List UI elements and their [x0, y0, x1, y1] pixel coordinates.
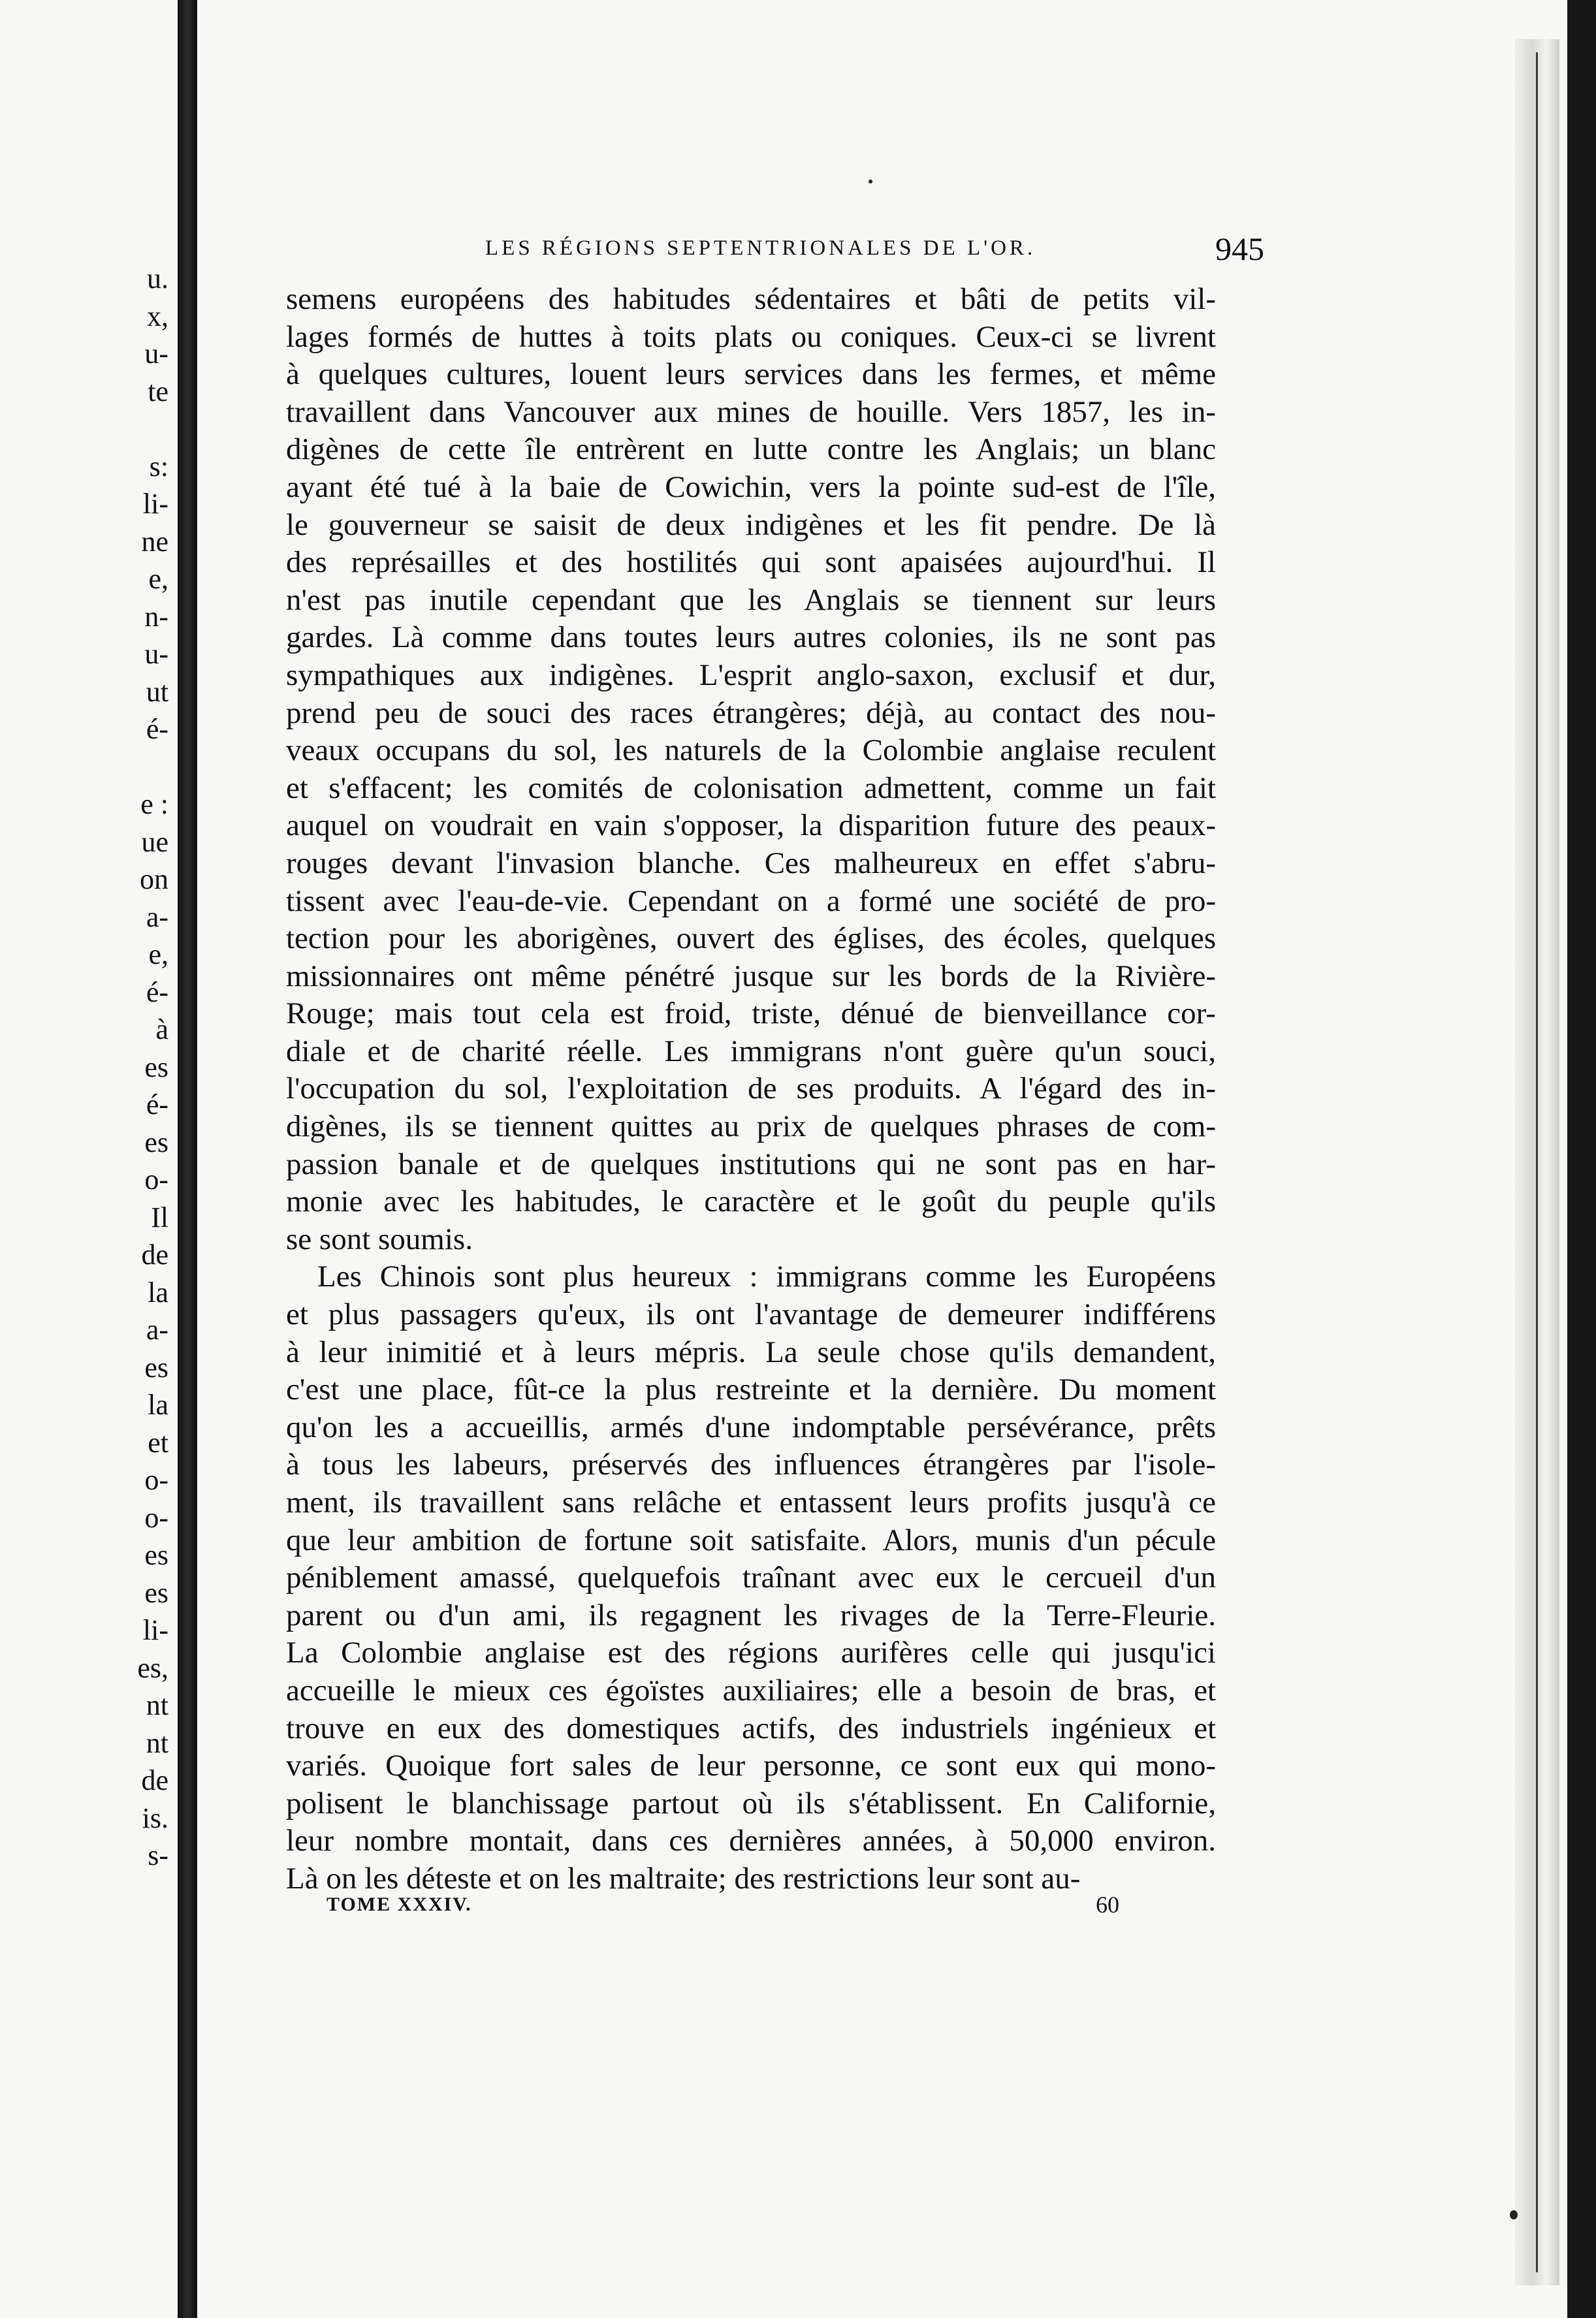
left-page-text-fragments: [137, 260, 168, 1875]
text-line: qu'on les a accueillis, armés d'une indomptable persévérance, prêts: [286, 1410, 1216, 1444]
left-fragment: ut: [146, 675, 168, 708]
text-line: passion banale et de quelques institutions qui ne sont pas en har-: [286, 1147, 1216, 1181]
running-title: LES RÉGIONS SEPTENTRIONALES DE L'OR.: [485, 236, 1036, 260]
text-line: parent ou d'un ami, ils regagnent les rivages de la Terre-Fleurie.: [286, 1598, 1216, 1632]
ink-speck: [869, 180, 872, 183]
left-fragment: u-: [144, 638, 168, 670]
left-fragment: li-: [142, 488, 168, 520]
text-line: leur nombre montait, dans ces dernières années, à 50,000 environ.: [286, 1824, 1216, 1858]
text-line: ayant été tué à la baie de Cowichin, vers la pointe sud-est de l'île,: [286, 469, 1216, 504]
text-line: diale et de charité réelle. Les immigrans n'ont guère qu'un souci,: [286, 1034, 1216, 1068]
text-line: variés. Quoique fort sales de leur personne, ce sont eux qui mono-: [286, 1749, 1216, 1783]
text-line: Les Chinois sont plus heureux : immigrans comme les Européens: [317, 1260, 1216, 1294]
left-fragment: et: [148, 1426, 168, 1459]
left-fragment: is.: [142, 1802, 168, 1834]
text-line: tection pour les aborigènes, ouvert des églises, des écoles, quelques: [286, 921, 1216, 956]
left-fragment: es: [144, 1051, 168, 1083]
left-fragment: o-: [144, 1164, 168, 1196]
left-fragment: a-: [146, 900, 168, 933]
left-fragment: u-: [144, 338, 168, 370]
text-line: veaux occupans du sol, les naturels de la Colombie anglaise reculent: [286, 733, 1216, 768]
page-number: 945: [1215, 230, 1264, 267]
left-fragment: é-: [146, 713, 168, 745]
left-fragment: la: [148, 1276, 168, 1309]
text-line: sympathiques aux indigènes. L'esprit anglo-saxon, exclusif et dur,: [286, 658, 1216, 692]
left-fragment: on: [140, 863, 168, 895]
paragraph: [286, 281, 1216, 1258]
left-fragment: o-: [144, 1464, 168, 1496]
text-line: semens européens des habitudes sédentaires et bâti de petits vil-: [286, 282, 1216, 316]
left-fragment: e,: [148, 563, 168, 595]
left-fragment: la: [148, 1389, 168, 1421]
text-line: Rouge; mais tout cela est froid, triste, dénué de bienveillance cor-: [286, 996, 1216, 1031]
text-line: et s'effacent; les comités de colonisation admettent, comme un fait: [286, 770, 1216, 805]
left-fragment: Il: [151, 1201, 168, 1233]
text-line: gardes. Là comme dans toutes leurs autres colonies, ils ne sont pas: [286, 620, 1216, 655]
text-line: Là on les déteste et on les maltraite; des restrictions leur sont au-: [286, 1861, 1081, 1896]
left-page: [0, 0, 178, 2318]
text-line: polisent le blanchissage partout où ils s'établissent. En Californie,: [286, 1786, 1216, 1820]
left-fragment: li-: [142, 1614, 168, 1646]
text-line: rouges devant l'invasion blanche. Ces malheureux en effet s'abru-: [286, 846, 1216, 880]
left-fragment: [137, 748, 168, 786]
left-fragment: te: [148, 375, 168, 407]
left-fragment: s:: [149, 450, 168, 483]
text-line: auquel on voudrait en vain s'opposer, la disparition future des peaux-: [286, 808, 1216, 843]
text-line: que leur ambition de fortune soit satisfaite. Alors, munis d'un pécule: [286, 1523, 1216, 1557]
left-fragment: es: [144, 1539, 168, 1571]
left-fragment: x,: [147, 300, 168, 332]
body-text: [286, 281, 1216, 1898]
text-line: à leur inimitié et à leurs mépris. La seule chose qu'ils demandent,: [286, 1335, 1216, 1369]
left-fragment: ne: [141, 525, 168, 558]
left-fragment: es: [144, 1576, 168, 1609]
left-fragment: ue: [141, 825, 168, 858]
text-line: La Colombie anglaise est des régions aurifères celle qui jusqu'ici: [286, 1636, 1216, 1670]
text-line: n'est pas inutile cependant que les Anglais se tiennent sur leurs: [286, 582, 1216, 617]
left-fragment: es: [144, 1351, 168, 1384]
text-line: et plus passagers qu'eux, ils ont l'avantage de demeurer indifférens: [286, 1297, 1216, 1332]
text-line: des représailles et des hostilités qui sont apaisées aujourd'hui. Il: [286, 545, 1216, 580]
text-line: à tous les labeurs, préservés des influences étrangères par l'isole-: [286, 1448, 1216, 1482]
running-head: [286, 230, 1264, 269]
left-fragment: es: [144, 1126, 168, 1158]
text-line: prend peu de souci des races étrangères; déjà, au contact des nou-: [286, 695, 1216, 730]
text-line: l'occupation du sol, l'exploitation de ses produits. A l'égard des in-: [286, 1072, 1216, 1106]
left-fragment: de: [141, 1764, 168, 1796]
text-line: missionnaires ont même pénétré jusque sur les bords de la Rivière-: [286, 959, 1216, 993]
left-fragment: é-: [146, 1088, 168, 1120]
left-fragment: nt: [146, 1726, 168, 1759]
left-fragment: es,: [137, 1651, 168, 1684]
ink-speck: [1510, 2210, 1518, 2219]
page-edge-line: [1536, 52, 1538, 2272]
left-fragment: n-: [144, 600, 168, 633]
text-line: travaillent dans Vancouver aux mines de houille. Vers 1857, les in-: [286, 394, 1216, 429]
text-line: ment, ils travaillent sans relâche et entassent leurs profits jusqu'à ce: [286, 1485, 1216, 1519]
text-line: le gouverneur se saisit de deux indigènes et les fit pendre. De là: [286, 507, 1216, 542]
left-fragment: o-: [144, 1501, 168, 1534]
text-line: tissent avec l'eau-de-vie. Cependant on a formé une société de pro-: [286, 883, 1216, 918]
left-fragment: [137, 410, 168, 448]
book-gutter: [178, 0, 197, 2318]
volume-label: TOME XXXIV.: [327, 1894, 472, 1915]
left-fragment: u.: [147, 262, 168, 294]
left-fragment: de: [141, 1239, 168, 1271]
left-fragment: nt: [146, 1689, 168, 1721]
page-footer: [327, 1891, 1123, 1924]
text-line: digènes, ils se tiennent quittes au prix de quelques phrases de com-: [286, 1109, 1216, 1144]
paragraph: [286, 1258, 1216, 1897]
signature-mark: 60: [1096, 1892, 1119, 1918]
text-line: monie avec les habitudes, le caractère et le goût du peuple qu'ils: [286, 1184, 1216, 1219]
left-fragment: é-: [146, 976, 168, 1008]
left-fragment: e :: [140, 788, 168, 820]
left-fragment: s-: [148, 1839, 168, 1871]
left-fragment: à: [155, 1013, 168, 1045]
text-line: trouve en eux des domestiques actifs, des industriels ingénieux et: [286, 1711, 1216, 1745]
text-line: lages formés de huttes à toits plats ou coniques. Ceux-ci se livrent: [286, 319, 1216, 354]
text-line: péniblement amassé, quelquefois traînant avec eux le cercueil d'un: [286, 1561, 1216, 1595]
text-line: accueille le mieux ces égoïstes auxiliaires; elle a besoin de bras, et: [286, 1673, 1216, 1707]
text-line: à quelques cultures, louent leurs services dans les fermes, et même: [286, 357, 1216, 392]
text-line: c'est une place, fût-ce la plus restreinte et la dernière. Du moment: [286, 1373, 1216, 1407]
text-line: se sont soumis.: [286, 1222, 473, 1256]
left-fragment: e,: [148, 938, 168, 970]
left-fragment: a-: [146, 1314, 168, 1346]
text-line: digènes de cette île entrèrent en lutte contre les Anglais; un blanc: [286, 432, 1216, 467]
